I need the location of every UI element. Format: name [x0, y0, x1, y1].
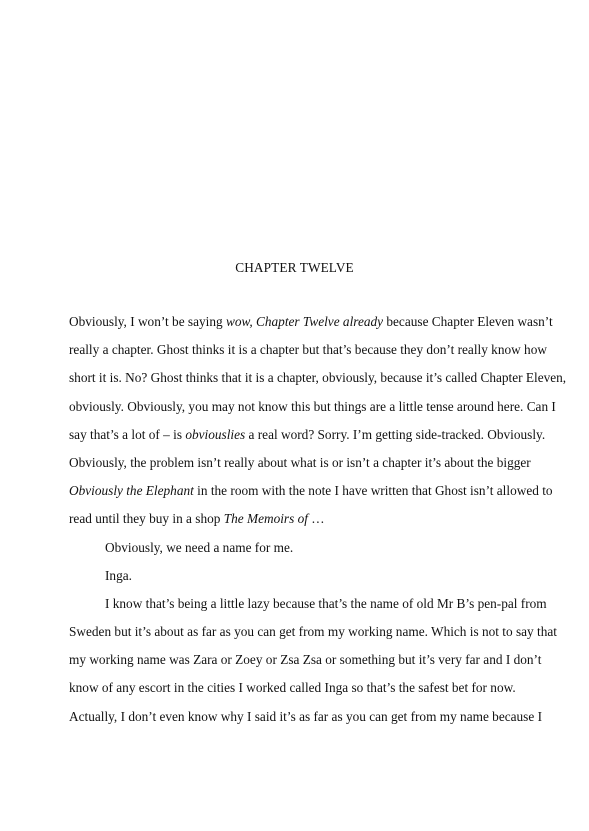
text-line — [69, 708, 543, 736]
text-line — [69, 510, 529, 538]
text-run: … — [307, 511, 325, 527]
text-line — [69, 426, 546, 454]
chapter-body-text — [69, 313, 567, 736]
text-line — [69, 567, 529, 595]
italic-text-run: wow, Chapter Twelve already — [225, 314, 384, 329]
text-line — [69, 341, 547, 369]
text-run: I know that’s being a little lazy because that’s the name of old Mr B’s pen-pal from — [105, 595, 547, 611]
text-run: Inga. — [105, 567, 132, 583]
text-line — [69, 539, 529, 567]
italic-text-run: obviouslies — [185, 426, 246, 442]
text-run: Actually, I don’t even know why I said it’s as far as you can get from my name because I — [69, 708, 543, 724]
text-run: read until they buy in a shop — [69, 511, 224, 527]
text-run: because Chapter Eleven wasn’t — [383, 314, 553, 329]
text-run: know of any escort in the cities I worked called Inga so that’s the safest bet for now. — [69, 680, 516, 696]
italic-text-run: Obviously the Elephant — [69, 483, 194, 499]
text-line — [69, 398, 556, 426]
text-run: Obviously, we need a name for me. — [105, 539, 294, 555]
text-line — [69, 679, 529, 707]
chapter-title: CHAPTER TWELVE — [235, 260, 354, 275]
text-line — [69, 651, 542, 679]
text-run: obviously. Obviously, you may not know this but things are a little tense around here. Can I — [69, 398, 556, 414]
text-run: really a chapter. Ghost thinks it is a chapter but that’s because they don’t really know how — [69, 342, 547, 358]
text-run: my working name was Zara or Zoey or Zsa Zsa or something but it’s very far and I don’t — [69, 652, 542, 668]
text-run: Obviously, I won’t be saying — [69, 314, 226, 329]
text-run: a real word? Sorry. I’m getting side-tracked. Obviously. — [245, 426, 546, 442]
text-line — [69, 482, 553, 510]
text-line — [69, 313, 553, 341]
text-run: Obviously, the problem isn’t really about what is or isn’t a chapter it’s about the bigger — [69, 454, 531, 470]
text-line — [69, 595, 547, 623]
text-line — [69, 623, 557, 651]
text-line — [69, 454, 529, 482]
text-line — [69, 369, 567, 397]
italic-text-run: The Memoirs of — [223, 511, 308, 527]
text-run: in the room with the note I have written that Ghost isn’t allowed to — [193, 483, 553, 499]
text-run: short it is. No? Ghost thinks that it is a chapter, obviously, because it’s called Chapter Eleven, — [69, 370, 567, 386]
text-run: say that’s a lot of – is — [69, 426, 186, 442]
text-run: Sweden but it’s about as far as you can get from my working name. Which is not to say that — [69, 624, 557, 640]
